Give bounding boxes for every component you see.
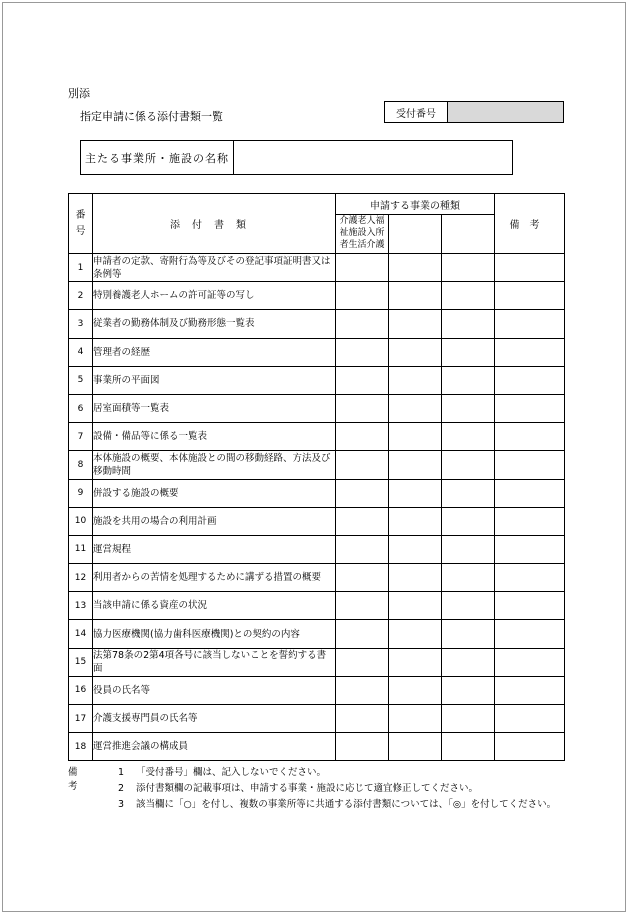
appendix-label: 別添 [68, 87, 90, 100]
check-cell-2[interactable] [389, 423, 442, 451]
table-row [69, 366, 565, 394]
check-cell-3[interactable] [442, 254, 495, 282]
check-cell-1[interactable] [336, 282, 389, 310]
row-number: 3 [69, 310, 93, 338]
remark-number: 2 [118, 783, 125, 794]
header-application-type: 申請する事業の種類 [336, 194, 495, 215]
check-cell-1[interactable] [336, 338, 389, 366]
check-cell-2[interactable] [389, 451, 442, 479]
check-cell-1[interactable] [336, 705, 389, 733]
row-number: 12 [69, 564, 93, 592]
remarks-cell[interactable] [495, 733, 565, 761]
receipt-number-box [384, 101, 564, 123]
row-document: 管理者の経歴 [93, 338, 336, 366]
row-number: 5 [69, 366, 93, 394]
row-document: 利用者からの苦情を処理するために講ずる措置の概要 [93, 564, 336, 592]
row-number: 6 [69, 394, 93, 422]
check-cell-1[interactable] [336, 507, 389, 535]
table-row [69, 564, 565, 592]
check-cell-3[interactable] [442, 451, 495, 479]
remarks-cell[interactable] [495, 676, 565, 704]
check-cell-2[interactable] [389, 479, 442, 507]
check-cell-1[interactable] [336, 564, 389, 592]
remarks-cell[interactable] [495, 479, 565, 507]
receipt-number-field[interactable] [448, 102, 563, 122]
document-title: 指定申請に係る添付書類一覧 [80, 110, 223, 123]
check-cell-1[interactable] [336, 451, 389, 479]
row-document: 運営推進会議の構成員 [93, 733, 336, 761]
check-cell-3[interactable] [442, 592, 495, 620]
row-document: 事業所の平面図 [93, 366, 336, 394]
check-cell-2[interactable] [389, 592, 442, 620]
remark-text: 該当欄に「○」を付し、複数の事業所等に共通する添付書類については、「◎」を付してください。 [136, 799, 557, 810]
table-row [69, 705, 565, 733]
remarks-cell[interactable] [495, 620, 565, 648]
row-number: 2 [69, 282, 93, 310]
check-cell-3[interactable] [442, 705, 495, 733]
row-document: 特別養護老人ホームの許可証等の写し [93, 282, 336, 310]
check-cell-1[interactable] [336, 620, 389, 648]
remarks-cell[interactable] [495, 592, 565, 620]
check-cell-1[interactable] [336, 592, 389, 620]
row-document: 協力医療機関(協力歯科医療機関)との契約の内容 [93, 620, 336, 648]
check-cell-3[interactable] [442, 676, 495, 704]
check-cell-3[interactable] [442, 535, 495, 563]
receipt-number-label: 受付番号 [385, 102, 448, 122]
remarks-cell[interactable] [495, 535, 565, 563]
table-row [69, 423, 565, 451]
check-cell-1[interactable] [336, 366, 389, 394]
check-cell-2[interactable] [389, 620, 442, 648]
remarks-cell[interactable] [495, 394, 565, 422]
row-document: 設備・備品等に係る一覧表 [93, 423, 336, 451]
check-cell-3[interactable] [442, 282, 495, 310]
check-cell-3[interactable] [442, 620, 495, 648]
row-document: 本体施設の概要、本体施設との間の移動経路、方法及び移動時間 [93, 451, 336, 479]
row-number: 18 [69, 733, 93, 761]
remark-number: 1 [118, 767, 125, 778]
row-document: 居室面積等一覧表 [93, 394, 336, 422]
remark-item [118, 780, 478, 794]
check-cell-2[interactable] [389, 564, 442, 592]
remarks-label: 備考 [68, 767, 78, 792]
check-cell-1[interactable] [336, 394, 389, 422]
remarks-cell[interactable] [495, 366, 565, 394]
table-row [69, 620, 565, 648]
table-row [69, 648, 565, 676]
remark-item [118, 796, 556, 810]
table-row [69, 535, 565, 563]
remarks-cell[interactable] [495, 705, 565, 733]
check-cell-1[interactable] [336, 423, 389, 451]
remarks-cell[interactable] [495, 282, 565, 310]
table-row [69, 592, 565, 620]
check-cell-2[interactable] [389, 733, 442, 761]
check-cell-2[interactable] [389, 310, 442, 338]
check-cell-3[interactable] [442, 564, 495, 592]
check-cell-2[interactable] [389, 254, 442, 282]
check-cell-2[interactable] [389, 282, 442, 310]
row-number: 15 [69, 648, 93, 676]
row-document: 役員の氏名等 [93, 676, 336, 704]
check-cell-1[interactable] [336, 479, 389, 507]
table-row [69, 507, 565, 535]
check-cell-3[interactable] [442, 423, 495, 451]
row-document: 運営規程 [93, 535, 336, 563]
table-row [69, 254, 565, 282]
table-row [69, 338, 565, 366]
check-cell-3[interactable] [442, 648, 495, 676]
remarks-cell[interactable] [495, 423, 565, 451]
facility-name-label: 主たる事業所・施設の名称 [81, 141, 234, 174]
row-number: 9 [69, 479, 93, 507]
row-document: 介護支援専門員の氏名等 [93, 705, 336, 733]
row-number: 4 [69, 338, 93, 366]
row-document: 法第78条の2第4項各号に該当しないことを誓約する書面 [93, 648, 336, 676]
check-cell-3[interactable] [442, 366, 495, 394]
facility-name-box [80, 140, 513, 175]
table-row [69, 479, 565, 507]
row-document: 申請者の定款、寄附行為等及びその登記事項証明書又は条例等 [93, 254, 336, 282]
remarks-cell[interactable] [495, 564, 565, 592]
remark-number: 3 [118, 799, 125, 810]
check-cell-2[interactable] [389, 535, 442, 563]
remarks-cell[interactable] [495, 254, 565, 282]
remark-text: 添付書類欄の記載事項は、申請する事業・施設に応じて適宜修正してください。 [136, 783, 479, 794]
row-number: 13 [69, 592, 93, 620]
table-row [69, 310, 565, 338]
remark-item [118, 764, 326, 778]
row-number: 16 [69, 676, 93, 704]
check-cell-1[interactable] [336, 310, 389, 338]
row-document: 当該申請に係る資産の状況 [93, 592, 336, 620]
check-cell-3[interactable] [442, 338, 495, 366]
application-type-1: 介護老人福祉施設入所者生活介護 [336, 215, 389, 254]
header-number: 番号 [69, 194, 93, 254]
check-cell-2[interactable] [389, 394, 442, 422]
row-number: 11 [69, 535, 93, 563]
row-document: 従業者の勤務体制及び勤務形態一覧表 [93, 310, 336, 338]
check-cell-2[interactable] [389, 676, 442, 704]
table-row [69, 733, 565, 761]
remark-text: 「受付番号」欄は、記入しないでください。 [136, 767, 327, 778]
header-document: 添付書類 [93, 194, 336, 254]
check-cell-1[interactable] [336, 733, 389, 761]
check-cell-2[interactable] [389, 648, 442, 676]
row-number: 1 [69, 254, 93, 282]
row-document: 施設を共用の場合の利用計画 [93, 507, 336, 535]
check-cell-3[interactable] [442, 310, 495, 338]
header-remarks: 備考 [495, 194, 565, 254]
check-cell-2[interactable] [389, 705, 442, 733]
check-cell-1[interactable] [336, 676, 389, 704]
remarks-cell[interactable] [495, 310, 565, 338]
check-cell-1[interactable] [336, 254, 389, 282]
row-document: 併設する施設の概要 [93, 479, 336, 507]
row-number: 10 [69, 507, 93, 535]
table-row [69, 282, 565, 310]
remarks-cell[interactable] [495, 338, 565, 366]
check-cell-2[interactable] [389, 366, 442, 394]
remarks-cell[interactable] [495, 451, 565, 479]
row-number: 8 [69, 451, 93, 479]
row-number: 17 [69, 705, 93, 733]
check-cell-3[interactable] [442, 479, 495, 507]
row-number: 7 [69, 423, 93, 451]
remarks-cell[interactable] [495, 507, 565, 535]
application-type-2 [389, 215, 442, 254]
attachment-table [68, 193, 565, 761]
check-cell-1[interactable] [336, 648, 389, 676]
table-row [69, 676, 565, 704]
table-row [69, 451, 565, 479]
remarks-cell[interactable] [495, 648, 565, 676]
check-cell-1[interactable] [336, 535, 389, 563]
check-cell-3[interactable] [442, 733, 495, 761]
facility-name-field[interactable] [234, 141, 512, 174]
check-cell-3[interactable] [442, 507, 495, 535]
table-row [69, 394, 565, 422]
check-cell-2[interactable] [389, 507, 442, 535]
check-cell-2[interactable] [389, 338, 442, 366]
check-cell-3[interactable] [442, 394, 495, 422]
row-number: 14 [69, 620, 93, 648]
application-type-3 [442, 215, 495, 254]
